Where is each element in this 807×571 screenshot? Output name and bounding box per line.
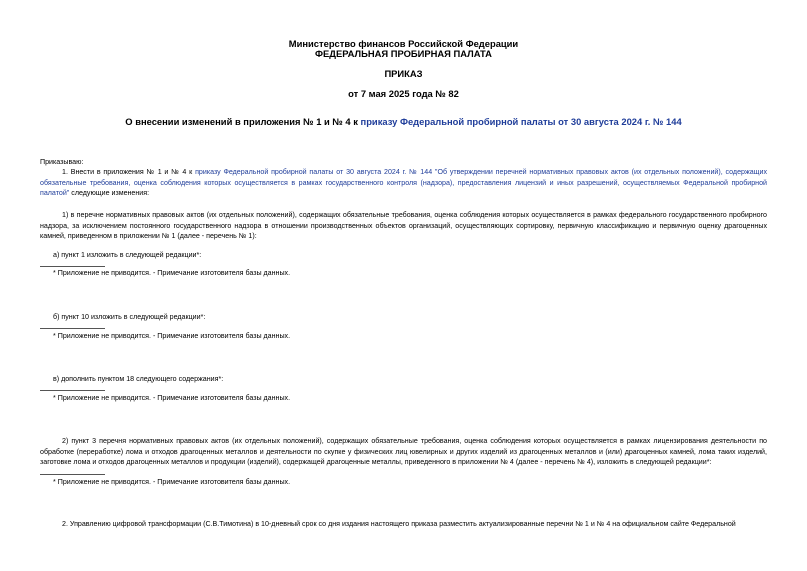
paragraph-1-1: 1) в перечне нормативных правовых актов (их отдельных положений), содержащих обязательные требования, оценка соблюдения которых осуществляется в рамках федерального государственного пробирного надзора, за исключением постоянного государственного надзора в отношении производственных объектов организаций, осуществляющих сортировку, первичную классификацию и первичную оценку драгоценных камней, приведенном в приложении № 1 (далее - перечень № 1): <box>40 211 767 240</box>
footnote-separator <box>40 266 105 267</box>
subject-prefix: О внесении изменений в приложения № 1 и № 4 к <box>125 116 361 127</box>
footnote-note: * Приложение не приводится. - Примечание изготовителя базы данных. <box>53 394 291 402</box>
document-subject <box>0 116 807 128</box>
footnote-separator <box>40 390 105 391</box>
paragraph-1-end: следующие изменения: <box>69 189 150 197</box>
order-word: Приказываю: <box>40 158 84 166</box>
paragraph-2: 2. Управлению цифровой трансформации (С.В.Тимотина) в 10-дневный срок со дня издания настоящего приказа разместить актуализированные перечни № 1 и № 4 на официальном сайте Федеральной <box>62 520 736 528</box>
footnote-note: * Приложение не приводится. - Примечание изготовителя базы данных. <box>53 269 291 277</box>
footnote-note: * Приложение не приводится. - Примечание изготовителя базы данных. <box>53 478 291 486</box>
item-a: а) пункт 1 изложить в следующей редакции*: <box>53 251 202 259</box>
document-date-number: от 7 мая 2025 года № 82 <box>348 88 459 99</box>
subject-link[interactable]: приказу Федеральной пробирной палаты от 30 августа 2024 г. № 144 <box>360 116 682 127</box>
footnote-separator <box>40 474 105 475</box>
paragraph-1 <box>40 167 767 199</box>
paragraph-1-link[interactable]: приказу Федеральной пробирной палаты от 30 августа 2024 г. № 144 "Об утверждении перечней нормативных правовых актов (их отдельных положений), содержащих обязательные требования, оценка соблюдения которых осуществляется в рамках государственного контроля (надзора), предоставления лицензий и иных разрешений, осуществляемых Федеральной пробирной палатой" <box>40 168 767 197</box>
footnote-note: * Приложение не приводится. - Примечание изготовителя базы данных. <box>53 332 291 340</box>
paragraph-1-2: 2) пункт 3 перечня нормативных правовых актов (их отдельных положений), содержащих обязательные требования, оценка соблюдения которых осуществляется в рамках лицензирования деятельности по обработке (переработке) лома и отходов драгоценных металлов и деятельности по скупке у физических лиц ювелирных и других изделий из драгоценных металлов и (или) драгоценных камней, лома таких изделий, заготовке лома и отходов драгоценных металлов и продукции (изделий), содержащей драгоценные металлы, приведенного в приложении № 4 (далее - перечень № 4), изложить в следующей редакции*: <box>40 437 767 466</box>
item-b: б) пункт 10 изложить в следующей редакции*: <box>53 313 206 321</box>
chamber-name: ФЕДЕРАЛЬНАЯ ПРОБИРНАЯ ПАЛАТА <box>315 48 492 59</box>
ministry-name: Министерство финансов Российской Федерации <box>288 38 519 49</box>
item-v: в) дополнить пунктом 18 следующего содержания*: <box>53 375 224 383</box>
paragraph-1-start: 1. Внести в приложения № 1 и № 4 к <box>62 168 196 176</box>
document-type: ПРИКАЗ <box>384 68 423 79</box>
footnote-separator <box>40 328 105 329</box>
